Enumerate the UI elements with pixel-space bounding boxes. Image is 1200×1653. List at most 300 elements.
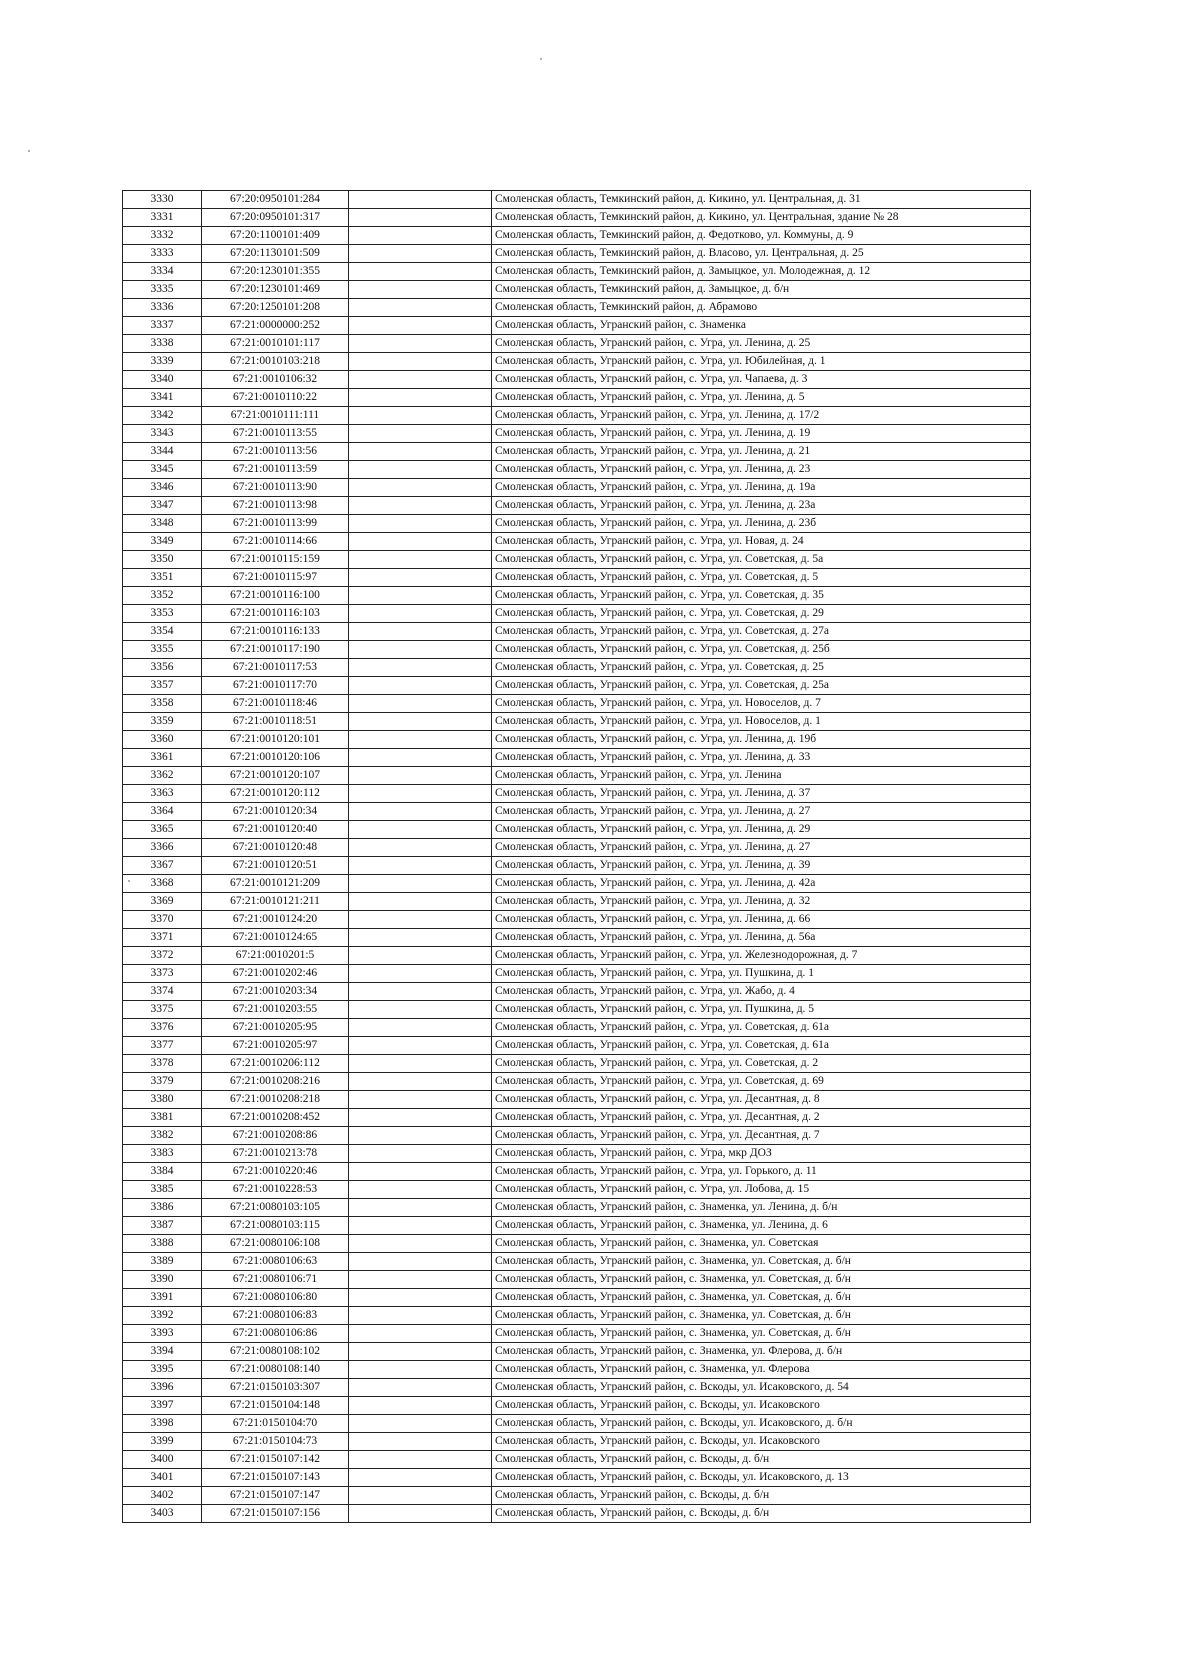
row-number-cell: 3398 [123,1415,202,1433]
empty-cell [349,1307,492,1325]
row-number-cell: 3349 [123,533,202,551]
row-number-cell: 3358 [123,695,202,713]
cadastral-number-cell: 67:21:0080103:105 [202,1199,349,1217]
address-cell: Смоленская область, Угранский район, с. Угра, ул. Ленина, д. 42а [492,875,1031,893]
row-number-cell: 3396 [123,1379,202,1397]
empty-cell [349,749,492,767]
address-cell: Смоленская область, Угранский район, с. Угра, ул. Ленина, д. 33 [492,749,1031,767]
table-row [123,1127,1031,1145]
empty-cell [349,1451,492,1469]
row-number-cell: 3345 [123,461,202,479]
cadastral-number-cell: 67:21:0080106:63 [202,1253,349,1271]
empty-cell [349,1379,492,1397]
table-row [123,1181,1031,1199]
empty-cell [349,1019,492,1037]
empty-cell [349,479,492,497]
empty-cell [349,1127,492,1145]
address-cell: Смоленская область, Угранский район, с. Угра, ул. Десантная, д. 7 [492,1127,1031,1145]
address-cell: Смоленская область, Угранский район, с. Угра, ул. Новоселов, д. 1 [492,713,1031,731]
cadastral-number-cell: 67:21:0010213:78 [202,1145,349,1163]
table-row [123,1163,1031,1181]
cadastral-number-cell: 67:21:0080106:86 [202,1325,349,1343]
cadastral-number-cell: 67:21:0010117:190 [202,641,349,659]
table-row [123,353,1031,371]
table-row [123,1343,1031,1361]
address-cell: Смоленская область, Угранский район, с. Вскоды, д. б/н [492,1487,1031,1505]
address-cell: Смоленская область, Угранский район, с. Угра, ул. Ленина, д. 23б [492,515,1031,533]
empty-cell [349,497,492,515]
address-cell: Смоленская область, Угранский район, с. Угра, ул. Ленина [492,767,1031,785]
cadastral-number-cell: 67:21:0150104:73 [202,1433,349,1451]
cadastral-number-cell: 67:21:0010114:66 [202,533,349,551]
cadastral-number-cell: 67:21:0010201:5 [202,947,349,965]
empty-cell [349,209,492,227]
row-number-cell: 3339 [123,353,202,371]
row-number-cell: 3350 [123,551,202,569]
cadastral-number-cell: 67:21:0010206:112 [202,1055,349,1073]
address-cell: Смоленская область, Угранский район, с. Угра, ул. Советская, д. 2 [492,1055,1031,1073]
address-cell: Смоленская область, Угранский район, с. Угра, ул. Горького, д. 11 [492,1163,1031,1181]
row-number-cell: 3330 [123,191,202,209]
scan-speck [540,58,542,60]
row-number-cell: 3366 [123,839,202,857]
row-number-cell: 3361 [123,749,202,767]
row-number-cell: 3376 [123,1019,202,1037]
cadastral-number-cell: 67:21:0010228:53 [202,1181,349,1199]
empty-cell [349,317,492,335]
cadastral-number-cell: 67:21:0010120:48 [202,839,349,857]
cadastral-number-cell: 67:21:0010117:70 [202,677,349,695]
row-number-cell: 3390 [123,1271,202,1289]
address-cell: Смоленская область, Темкинский район, д. Кикино, ул. Центральная, д. 31 [492,191,1031,209]
address-cell: Смоленская область, Темкинский район, д. Абрамово [492,299,1031,317]
row-number-cell: 3336 [123,299,202,317]
empty-cell [349,1163,492,1181]
cadastral-number-cell: 67:20:1100101:409 [202,227,349,245]
row-number-cell: 3355 [123,641,202,659]
address-cell: Смоленская область, Угранский район, с. Знаменка, ул. Советская, д. б/н [492,1289,1031,1307]
row-number-cell: 3383 [123,1145,202,1163]
table-row [123,821,1031,839]
table-row [123,659,1031,677]
cadastral-number-cell: 67:21:0010220:46 [202,1163,349,1181]
table-row [123,1487,1031,1505]
cadastral-number-cell: 67:21:0010202:46 [202,965,349,983]
table-row [123,461,1031,479]
row-number-cell: 3332 [123,227,202,245]
row-number-cell: 3392 [123,1307,202,1325]
table-row [123,641,1031,659]
empty-cell [349,605,492,623]
table-row [123,857,1031,875]
empty-cell [349,1469,492,1487]
table-row [123,407,1031,425]
address-cell: Смоленская область, Угранский район, с. Угра, ул. Новоселов, д. 7 [492,695,1031,713]
cadastral-number-cell: 67:21:0010120:106 [202,749,349,767]
table-row [123,839,1031,857]
row-number-cell: 3343 [123,425,202,443]
row-number-cell: 3368 [123,875,202,893]
address-cell: Смоленская область, Угранский район, с. Знаменка, ул. Советская, д. б/н [492,1307,1031,1325]
address-cell: Смоленская область, Угранский район, с. Угра, ул. Ленина, д. 23а [492,497,1031,515]
row-number-cell: 3331 [123,209,202,227]
table-row [123,695,1031,713]
empty-cell [349,1361,492,1379]
address-cell: Смоленская область, Угранский район, с. Угра, ул. Железнодорожная, д. 7 [492,947,1031,965]
table-row [123,1379,1031,1397]
address-cell: Смоленская область, Угранский район, с. Угра, ул. Советская, д. 61а [492,1037,1031,1055]
table-row [123,983,1031,1001]
row-number-cell: 3394 [123,1343,202,1361]
table-row [123,1253,1031,1271]
empty-cell [349,389,492,407]
cadastral-number-cell: 67:21:0080106:108 [202,1235,349,1253]
table-row [123,371,1031,389]
table-row [123,1433,1031,1451]
cadastral-number-cell: 67:21:0000000:252 [202,317,349,335]
cadastral-number-cell: 67:21:0010116:100 [202,587,349,605]
table-row [123,1451,1031,1469]
cadastral-number-cell: 67:21:0010113:56 [202,443,349,461]
address-cell: Смоленская область, Темкинский район, д. Власово, ул. Центральная, д. 25 [492,245,1031,263]
cadastral-number-cell: 67:21:0080106:71 [202,1271,349,1289]
address-cell: Смоленская область, Угранский район, с. Угра, ул. Ленина, д. 19 [492,425,1031,443]
empty-cell [349,1397,492,1415]
empty-cell [349,929,492,947]
address-cell: Смоленская область, Угранский район, с. Угра, ул. Советская, д. 25а [492,677,1031,695]
cadastral-number-cell: 67:21:0010115:159 [202,551,349,569]
cadastral-number-cell: 67:21:0010120:34 [202,803,349,821]
table-row [123,1145,1031,1163]
cadastral-number-cell: 67:21:0150107:142 [202,1451,349,1469]
address-cell: Смоленская область, Угранский район, с. Угра, ул. Десантная, д. 2 [492,1109,1031,1127]
cadastral-number-cell: 67:21:0010205:97 [202,1037,349,1055]
table-row [123,1397,1031,1415]
address-cell: Смоленская область, Угранский район, с. Вскоды, д. б/н [492,1451,1031,1469]
empty-cell [349,353,492,371]
empty-cell [349,245,492,263]
cadastral-number-cell: 67:21:0010106:32 [202,371,349,389]
row-number-cell: 3389 [123,1253,202,1271]
row-number-cell: 3386 [123,1199,202,1217]
table-row [123,929,1031,947]
empty-cell [349,965,492,983]
address-cell: Смоленская область, Угранский район, с. Угра, ул. Новая, д. 24 [492,533,1031,551]
empty-cell [349,299,492,317]
empty-cell [349,911,492,929]
row-number-cell: 3341 [123,389,202,407]
row-number-cell: 3375 [123,1001,202,1019]
cadastral-number-cell: 67:21:0010208:452 [202,1109,349,1127]
row-number-cell: 3397 [123,1397,202,1415]
table-row [123,425,1031,443]
row-number-cell: 3346 [123,479,202,497]
empty-cell [349,1487,492,1505]
table-row [123,803,1031,821]
address-cell: Смоленская область, Темкинский район, д. Кикино, ул. Центральная, здание № 28 [492,209,1031,227]
empty-cell [349,425,492,443]
row-number-cell: 3344 [123,443,202,461]
table-row [123,1091,1031,1109]
row-number-cell: 3377 [123,1037,202,1055]
row-number-cell: 3370 [123,911,202,929]
table-row [123,1505,1031,1523]
row-number-cell: 3340 [123,371,202,389]
address-cell: Смоленская область, Угранский район, с. Угра, ул. Ленина, д. 27 [492,839,1031,857]
cadastral-number-cell: 67:21:0010113:55 [202,425,349,443]
address-cell: Смоленская область, Угранский район, с. Угра, ул. Ленина, д. 23 [492,461,1031,479]
cadastral-number-cell: 67:20:1130101:509 [202,245,349,263]
empty-cell [349,803,492,821]
table-row [123,785,1031,803]
cadastral-number-cell: 67:20:1250101:208 [202,299,349,317]
empty-cell [349,875,492,893]
empty-cell [349,767,492,785]
address-cell: Смоленская область, Угранский район, с. Угра, ул. Ленина, д. 25 [492,335,1031,353]
address-cell: Смоленская область, Угранский район, с. Знаменка, ул. Советская, д. б/н [492,1325,1031,1343]
table-row [123,1361,1031,1379]
address-cell: Смоленская область, Угранский район, с. Вскоды, ул. Исаковского, д. 13 [492,1469,1031,1487]
address-cell: Смоленская область, Угранский район, с. Угра, ул. Советская, д. 29 [492,605,1031,623]
empty-cell [349,533,492,551]
row-number-cell: 3391 [123,1289,202,1307]
cadastral-number-cell: 67:20:0950101:317 [202,209,349,227]
row-number-cell: 3380 [123,1091,202,1109]
empty-cell [349,1325,492,1343]
cadastral-number-cell: 67:21:0010113:98 [202,497,349,515]
row-number-cell: 3337 [123,317,202,335]
row-number-cell: 3382 [123,1127,202,1145]
cadastral-number-cell: 67:21:0010120:107 [202,767,349,785]
address-cell: Смоленская область, Угранский район, с. Угра, ул. Ленина, д. 29 [492,821,1031,839]
cadastral-number-cell: 67:21:0150103:307 [202,1379,349,1397]
empty-cell [349,263,492,281]
row-number-cell: 3363 [123,785,202,803]
cadastral-number-cell: 67:21:0010118:51 [202,713,349,731]
row-number-cell: 3399 [123,1433,202,1451]
empty-cell [349,785,492,803]
row-number-cell: 3335 [123,281,202,299]
empty-cell [349,1505,492,1523]
empty-cell [349,821,492,839]
empty-cell [349,1001,492,1019]
table-row [123,317,1031,335]
address-cell: Смоленская область, Темкинский район, д. Замыцкое, д. б/н [492,281,1031,299]
cadastral-number-cell: 67:21:0150104:148 [202,1397,349,1415]
row-number-cell: 3378 [123,1055,202,1073]
row-number-cell: 3385 [123,1181,202,1199]
row-number-cell: 3374 [123,983,202,1001]
cadastral-number-cell: 67:21:0010103:218 [202,353,349,371]
address-cell: Смоленская область, Угранский район, с. Угра, ул. Ленина, д. 56а [492,929,1031,947]
row-number-cell: 3393 [123,1325,202,1343]
cadastral-number-cell: 67:20:0950101:284 [202,191,349,209]
address-cell: Смоленская область, Угранский район, с. Угра, ул. Советская, д. 27а [492,623,1031,641]
address-cell: Смоленская область, Угранский район, с. Угра, ул. Советская, д. 5а [492,551,1031,569]
empty-cell [349,659,492,677]
empty-cell [349,1253,492,1271]
row-number-cell: 3388 [123,1235,202,1253]
address-cell: Смоленская область, Угранский район, с. Знаменка, ул. Советская, д. б/н [492,1253,1031,1271]
empty-cell [349,677,492,695]
table-row [123,1055,1031,1073]
row-number-cell: 3387 [123,1217,202,1235]
empty-cell [349,1415,492,1433]
empty-cell [349,947,492,965]
cadastral-number-cell: 67:21:0010115:97 [202,569,349,587]
records-table-wrapper [122,190,1031,1523]
table-row [123,1073,1031,1091]
row-number-cell: 3334 [123,263,202,281]
table-row [123,281,1031,299]
table-row [123,749,1031,767]
empty-cell [349,1181,492,1199]
address-cell: Смоленская область, Угранский район, с. Угра, ул. Ленина, д. 21 [492,443,1031,461]
address-cell: Смоленская область, Угранский район, с. Угра, ул. Советская, д. 61а [492,1019,1031,1037]
table-row [123,1217,1031,1235]
cadastral-number-cell: 67:21:0080108:140 [202,1361,349,1379]
cadastral-number-cell: 67:21:0150107:143 [202,1469,349,1487]
table-row [123,1307,1031,1325]
empty-cell [349,1145,492,1163]
cadastral-number-cell: 67:21:0010101:117 [202,335,349,353]
address-cell: Смоленская область, Угранский район, с. Угра, ул. Советская, д. 25 [492,659,1031,677]
row-number-cell: 3402 [123,1487,202,1505]
table-row [123,893,1031,911]
table-row [123,263,1031,281]
address-cell: Смоленская область, Угранский район, с. Угра, ул. Советская, д. 25б [492,641,1031,659]
row-number-cell: 3401 [123,1469,202,1487]
cadastral-number-cell: 67:21:0010208:216 [202,1073,349,1091]
table-row [123,1271,1031,1289]
row-number-cell: 3352 [123,587,202,605]
table-row [123,875,1031,893]
address-cell: Смоленская область, Угранский район, с. Вскоды, ул. Исаковского, д. б/н [492,1415,1031,1433]
cadastral-number-cell: 67:21:0010111:111 [202,407,349,425]
table-row [123,1199,1031,1217]
empty-cell [349,551,492,569]
row-number-cell: 3351 [123,569,202,587]
table-row [123,551,1031,569]
table-row [123,497,1031,515]
cadastral-number-cell: 67:21:0010120:112 [202,785,349,803]
table-row [123,1037,1031,1055]
row-number-cell: 3384 [123,1163,202,1181]
table-row [123,245,1031,263]
empty-cell [349,1343,492,1361]
cadastral-number-cell: 67:21:0010121:211 [202,893,349,911]
empty-cell [349,371,492,389]
table-row [123,1415,1031,1433]
empty-cell [349,227,492,245]
address-cell: Смоленская область, Угранский район, с. Знаменка, ул. Ленина, д. б/н [492,1199,1031,1217]
cadastral-number-cell: 67:21:0010205:95 [202,1019,349,1037]
address-cell: Смоленская область, Угранский район, с. Вскоды, д. б/н [492,1505,1031,1523]
empty-cell [349,1073,492,1091]
table-row [123,1109,1031,1127]
table-row [123,191,1031,209]
empty-cell [349,983,492,1001]
cadastral-number-cell: 67:21:0010124:20 [202,911,349,929]
address-cell: Смоленская область, Угранский район, с. Угра, ул. Ленина, д. 5 [492,389,1031,407]
empty-cell [349,641,492,659]
cadastral-number-cell: 67:21:0080108:102 [202,1343,349,1361]
table-row [123,1001,1031,1019]
table-row [123,1289,1031,1307]
table-row [123,299,1031,317]
address-cell: Смоленская область, Угранский район, с. Знаменка, ул. Ленина, д. 6 [492,1217,1031,1235]
address-cell: Смоленская область, Угранский район, с. Угра, мкр ДОЗ [492,1145,1031,1163]
table-row [123,1469,1031,1487]
table-row [123,515,1031,533]
table-row [123,731,1031,749]
address-cell: Смоленская область, Угранский район, с. Угра, ул. Советская, д. 35 [492,587,1031,605]
table-row [123,389,1031,407]
empty-cell [349,587,492,605]
address-cell: Смоленская область, Угранский район, с. Угра, ул. Ленина, д. 19а [492,479,1031,497]
cadastral-number-cell: 67:21:0010118:46 [202,695,349,713]
table-row [123,713,1031,731]
table-row [123,911,1031,929]
cadastral-number-cell: 67:21:0150107:156 [202,1505,349,1523]
row-number-cell: 3400 [123,1451,202,1469]
empty-cell [349,407,492,425]
cadastral-number-cell: 67:21:0010117:53 [202,659,349,677]
row-number-cell: 3342 [123,407,202,425]
row-number-cell: 3338 [123,335,202,353]
row-number-cell: 3365 [123,821,202,839]
cadastral-number-cell: 67:21:0010116:103 [202,605,349,623]
cadastral-number-cell: 67:21:0010208:86 [202,1127,349,1145]
empty-cell [349,731,492,749]
row-number-cell: 3395 [123,1361,202,1379]
row-number-cell: 3403 [123,1505,202,1523]
row-number-cell: 3347 [123,497,202,515]
address-cell: Смоленская область, Угранский район, с. Угра, ул. Пушкина, д. 5 [492,1001,1031,1019]
table-row [123,947,1031,965]
table-row [123,479,1031,497]
address-cell: Смоленская область, Угранский район, с. Знаменка, ул. Советская, д. б/н [492,1271,1031,1289]
empty-cell [349,713,492,731]
row-number-cell: 3371 [123,929,202,947]
table-row [123,623,1031,641]
empty-cell [349,1109,492,1127]
row-number-cell: 3373 [123,965,202,983]
table-row [123,443,1031,461]
row-number-cell: 3367 [123,857,202,875]
empty-cell [349,695,492,713]
row-number-cell: 3372 [123,947,202,965]
empty-cell [349,191,492,209]
row-number-cell: 3333 [123,245,202,263]
address-cell: Смоленская область, Угранский район, с. Угра, ул. Десантная, д. 8 [492,1091,1031,1109]
cadastral-number-cell: 67:21:0010203:34 [202,983,349,1001]
cadastral-number-cell: 67:21:0010113:90 [202,479,349,497]
records-table-body [123,191,1031,1523]
address-cell: Смоленская область, Угранский район, с. Угра, ул. Ленина, д. 39 [492,857,1031,875]
table-row [123,209,1031,227]
cadastral-number-cell: 67:21:0010124:65 [202,929,349,947]
empty-cell [349,623,492,641]
address-cell: Смоленская область, Угранский район, с. Знаменка, ул. Флерова [492,1361,1031,1379]
address-cell: Смоленская область, Угранский район, с. Угра, ул. Жабо, д. 4 [492,983,1031,1001]
address-cell: Смоленская область, Угранский район, с. Угра, ул. Ленина, д. 66 [492,911,1031,929]
empty-cell [349,281,492,299]
row-number-cell: 3354 [123,623,202,641]
address-cell: Смоленская область, Угранский район, с. Угра, ул. Ленина, д. 27 [492,803,1031,821]
table-row [123,767,1031,785]
row-number-cell: 3379 [123,1073,202,1091]
